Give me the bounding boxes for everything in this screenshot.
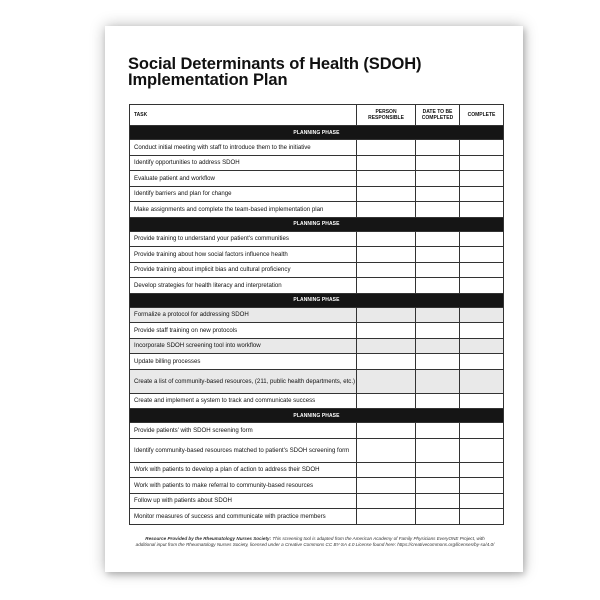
date-to-be-completed-cell[interactable] (416, 478, 460, 494)
person-responsible-cell[interactable] (357, 231, 416, 247)
complete-cell[interactable] (460, 338, 504, 354)
task-row (130, 338, 504, 354)
person-responsible-cell[interactable] (357, 171, 416, 187)
complete-cell[interactable] (460, 231, 504, 247)
person-responsible-cell[interactable] (357, 278, 416, 294)
person-responsible-cell[interactable] (357, 307, 416, 323)
task-row (130, 323, 504, 339)
task-cell: Provide training about how social factors influence health (130, 247, 357, 263)
complete-cell[interactable] (460, 307, 504, 323)
complete-cell[interactable] (460, 393, 504, 409)
footer-credit (135, 536, 495, 548)
task-cell: Work with patients to make referral to community-based resources (130, 478, 357, 494)
task-cell: Create a list of community-based resources, (211, public health departments, etc.) (130, 369, 357, 393)
person-responsible-cell[interactable] (357, 338, 416, 354)
person-responsible-cell[interactable] (357, 393, 416, 409)
date-to-be-completed-cell[interactable] (416, 354, 460, 370)
date-to-be-completed-cell[interactable] (416, 438, 460, 462)
complete-cell[interactable] (460, 423, 504, 439)
phase-label: PLANNING PHASE (130, 409, 504, 423)
person-responsible-cell[interactable] (357, 423, 416, 439)
task-cell: Create and implement a system to track and communicate success (130, 393, 357, 409)
column-header-person: PERSON RESPONSIBLE (357, 105, 416, 126)
task-cell: Develop strategies for health literacy and interpretation (130, 278, 357, 294)
complete-cell[interactable] (460, 509, 504, 525)
phase-header-row (130, 217, 504, 231)
task-cell: Provide staff training on new protocols (130, 323, 357, 339)
task-row (130, 307, 504, 323)
task-row (130, 438, 504, 462)
task-cell: Provide patients' with SDOH screening form (130, 423, 357, 439)
complete-cell[interactable] (460, 186, 504, 202)
complete-cell[interactable] (460, 462, 504, 478)
task-row (130, 423, 504, 439)
phase-label: PLANNING PHASE (130, 126, 504, 140)
complete-cell[interactable] (460, 478, 504, 494)
task-row (130, 369, 504, 393)
task-cell: Follow up with patients about SDOH (130, 493, 357, 509)
title-line-2: Implementation Plan (128, 71, 288, 89)
complete-cell[interactable] (460, 354, 504, 370)
title-line-1: Social Determinants of Health (SDOH) (128, 55, 422, 73)
complete-cell[interactable] (460, 202, 504, 218)
task-cell: Monitor measures of success and communicate with practice members (130, 509, 357, 525)
date-to-be-completed-cell[interactable] (416, 338, 460, 354)
phase-header-row (130, 293, 504, 307)
person-responsible-cell[interactable] (357, 354, 416, 370)
task-cell: Provide training to understand your patient's communities (130, 231, 357, 247)
task-cell: Identify barriers and plan for change (130, 186, 357, 202)
task-row (130, 186, 504, 202)
complete-cell[interactable] (460, 171, 504, 187)
complete-cell[interactable] (460, 262, 504, 278)
task-row (130, 262, 504, 278)
date-to-be-completed-cell[interactable] (416, 262, 460, 278)
task-cell: Evaluate patient and workflow (130, 171, 357, 187)
person-responsible-cell[interactable] (357, 186, 416, 202)
task-row (130, 478, 504, 494)
complete-cell[interactable] (460, 247, 504, 263)
person-responsible-cell[interactable] (357, 140, 416, 156)
person-responsible-cell[interactable] (357, 262, 416, 278)
complete-cell[interactable] (460, 278, 504, 294)
date-to-be-completed-cell[interactable] (416, 323, 460, 339)
task-row (130, 509, 504, 525)
person-responsible-cell[interactable] (357, 493, 416, 509)
task-cell: Update billing processes (130, 354, 357, 370)
column-header-complete: COMPLETE (460, 105, 504, 126)
table-header-row (130, 105, 504, 126)
date-to-be-completed-cell[interactable] (416, 202, 460, 218)
task-cell: Identify opportunities to address SDOH (130, 155, 357, 171)
phase-label: PLANNING PHASE (130, 293, 504, 307)
task-cell: Work with patients to develop a plan of action to address their SDOH (130, 462, 357, 478)
page-title (128, 56, 498, 88)
task-row (130, 171, 504, 187)
task-cell: Make assignments and complete the team-based implementation plan (130, 202, 357, 218)
date-to-be-completed-cell[interactable] (416, 493, 460, 509)
task-row (130, 393, 504, 409)
complete-cell[interactable] (460, 493, 504, 509)
task-row (130, 278, 504, 294)
date-to-be-completed-cell[interactable] (416, 462, 460, 478)
date-to-be-completed-cell[interactable] (416, 278, 460, 294)
task-cell: Identify community-based resources matched to patient's SDOH screening form (130, 438, 357, 462)
task-row (130, 231, 504, 247)
task-row (130, 247, 504, 263)
task-row (130, 493, 504, 509)
date-to-be-completed-cell[interactable] (416, 509, 460, 525)
date-to-be-completed-cell[interactable] (416, 369, 460, 393)
task-row (130, 140, 504, 156)
date-to-be-completed-cell[interactable] (416, 423, 460, 439)
task-cell: Provide training about implicit bias and cultural proficiency (130, 262, 357, 278)
phase-label: PLANNING PHASE (130, 217, 504, 231)
task-cell: Incorporate SDOH screening tool into workflow (130, 338, 357, 354)
date-to-be-completed-cell[interactable] (416, 155, 460, 171)
task-cell: Conduct initial meeting with staff to introduce them to the initiative (130, 140, 357, 156)
date-to-be-completed-cell[interactable] (416, 307, 460, 323)
date-to-be-completed-cell[interactable] (416, 393, 460, 409)
date-to-be-completed-cell[interactable] (416, 171, 460, 187)
complete-cell[interactable] (460, 323, 504, 339)
complete-cell[interactable] (460, 369, 504, 393)
person-responsible-cell[interactable] (357, 247, 416, 263)
task-row (130, 462, 504, 478)
date-to-be-completed-cell[interactable] (416, 231, 460, 247)
footer-text: This screening tool is adapted from the American Academy of Family Physicians EveryONE Project, with additional input from the Rheumatology Nurses Society, licensed under a Creative Commons CC BY-SA 4.0 License found here: https://creativecommons.org/licenses/by-sa/4.0/ (135, 536, 495, 547)
task-cell: Formalize a protocol for addressing SDOH (130, 307, 357, 323)
date-to-be-completed-cell[interactable] (416, 247, 460, 263)
footer-bold: Resource Provided by the Rheumatology Nurses Society: (145, 536, 272, 541)
date-to-be-completed-cell[interactable] (416, 186, 460, 202)
task-row (130, 202, 504, 218)
task-row (130, 354, 504, 370)
implementation-plan-table (129, 104, 504, 525)
document-page (105, 26, 523, 572)
person-responsible-cell[interactable] (357, 202, 416, 218)
phase-header-row (130, 409, 504, 423)
column-header-date: DATE TO BE COMPLETED (416, 105, 460, 126)
phase-header-row (130, 126, 504, 140)
person-responsible-cell[interactable] (357, 478, 416, 494)
person-responsible-cell[interactable] (357, 438, 416, 462)
person-responsible-cell[interactable] (357, 509, 416, 525)
complete-cell[interactable] (460, 438, 504, 462)
column-header-task: TASK (130, 105, 357, 126)
table-body (130, 126, 504, 525)
date-to-be-completed-cell[interactable] (416, 140, 460, 156)
complete-cell[interactable] (460, 140, 504, 156)
complete-cell[interactable] (460, 155, 504, 171)
person-responsible-cell[interactable] (357, 369, 416, 393)
person-responsible-cell[interactable] (357, 155, 416, 171)
person-responsible-cell[interactable] (357, 323, 416, 339)
task-row (130, 155, 504, 171)
person-responsible-cell[interactable] (357, 462, 416, 478)
